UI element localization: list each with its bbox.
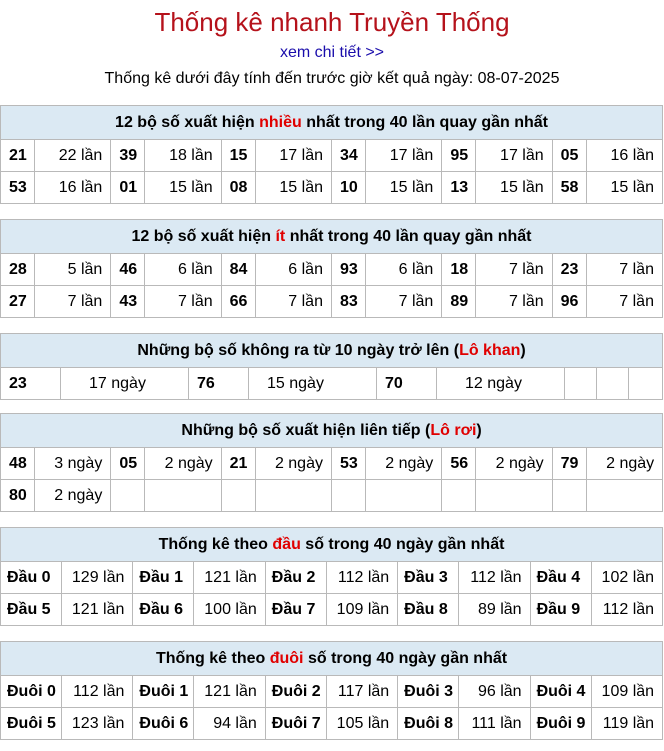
lo-khan-number: 76 xyxy=(189,368,249,400)
most-frequent-title: 12 bộ số xuất hiện nhiều nhất trong 40 lần quay gần nhất xyxy=(1,106,663,140)
lo-khan-table xyxy=(0,333,663,400)
lottery-number: 05 xyxy=(111,448,145,480)
occurrence-count: 15 lần xyxy=(145,172,221,204)
page-header xyxy=(0,0,664,90)
table-row xyxy=(1,448,663,480)
lo-khan-days: 17 ngày xyxy=(61,368,189,400)
lottery-number xyxy=(442,480,476,512)
lottery-number xyxy=(331,480,365,512)
occurrence-count: 15 lần xyxy=(255,172,331,204)
occurrence-count: 2 ngày xyxy=(145,448,221,480)
lottery-number xyxy=(221,480,255,512)
stat-label: Đuôi 9 xyxy=(530,708,591,740)
empty-cell xyxy=(629,368,663,400)
lottery-number: 58 xyxy=(552,172,586,204)
duoi-section xyxy=(0,641,662,740)
occurrence-count: 7 lần xyxy=(255,286,331,318)
occurrence-count: 109 lần xyxy=(326,594,397,626)
lottery-number: 56 xyxy=(442,448,476,480)
title-highlight: đuôi xyxy=(269,649,304,667)
occurrence-count: 2 ngày xyxy=(476,448,552,480)
lottery-number: 79 xyxy=(552,448,586,480)
lottery-number: 18 xyxy=(442,254,476,286)
stat-label: Đuôi 2 xyxy=(265,676,326,708)
table-row xyxy=(1,594,663,626)
lottery-number: 43 xyxy=(111,286,145,318)
occurrence-count: 111 lần xyxy=(459,708,530,740)
detail-link[interactable]: xem chi tiết >> xyxy=(279,44,385,61)
occurrence-count: 17 lần xyxy=(365,140,441,172)
lottery-number: 10 xyxy=(331,172,365,204)
lottery-number: 96 xyxy=(552,286,586,318)
stat-label: Đầu 3 xyxy=(398,562,459,594)
lottery-number: 23 xyxy=(552,254,586,286)
occurrence-count xyxy=(255,480,331,512)
lottery-number: 80 xyxy=(1,480,35,512)
empty-cell xyxy=(565,368,597,400)
occurrence-count: 112 lần xyxy=(459,562,530,594)
occurrence-count: 3 ngày xyxy=(35,448,111,480)
table-row xyxy=(1,708,663,740)
stat-label: Đầu 6 xyxy=(133,594,194,626)
table-row xyxy=(1,368,663,400)
lottery-number: 34 xyxy=(331,140,365,172)
lottery-number: 39 xyxy=(111,140,145,172)
occurrence-count: 15 lần xyxy=(476,172,552,204)
dau-title: Thống kê theo đầu số trong 40 ngày gần nhất xyxy=(1,528,663,562)
lottery-number: 15 xyxy=(221,140,255,172)
empty-cell xyxy=(597,368,629,400)
occurrence-count: 121 lần xyxy=(194,676,265,708)
table-row xyxy=(1,286,663,318)
occurrence-count: 112 lần xyxy=(591,594,662,626)
lottery-number: 01 xyxy=(111,172,145,204)
occurrence-count: 7 lần xyxy=(586,286,662,318)
occurrence-count: 2 ngày xyxy=(255,448,331,480)
lottery-number: 46 xyxy=(111,254,145,286)
occurrence-count: 5 lần xyxy=(35,254,111,286)
occurrence-count: 6 lần xyxy=(365,254,441,286)
occurrence-count: 2 ngày xyxy=(365,448,441,480)
occurrence-count xyxy=(476,480,552,512)
most-frequent-section xyxy=(0,105,662,204)
lo-roi-section xyxy=(0,413,662,512)
lottery-number: 89 xyxy=(442,286,476,318)
lo-khan-days: 15 ngày xyxy=(249,368,377,400)
occurrence-count: 105 lần xyxy=(326,708,397,740)
most-frequent-table xyxy=(0,105,663,204)
occurrence-count: 89 lần xyxy=(459,594,530,626)
occurrence-count: 18 lần xyxy=(145,140,221,172)
lottery-number: 48 xyxy=(1,448,35,480)
lo-khan-number: 70 xyxy=(377,368,437,400)
lottery-number: 13 xyxy=(442,172,476,204)
lottery-number xyxy=(111,480,145,512)
occurrence-count: 7 lần xyxy=(476,286,552,318)
occurrence-count: 7 lần xyxy=(145,286,221,318)
table-row xyxy=(1,140,663,172)
occurrence-count xyxy=(145,480,221,512)
lo-khan-days: 12 ngày xyxy=(437,368,565,400)
occurrence-count: 7 lần xyxy=(35,286,111,318)
occurrence-count: 15 lần xyxy=(365,172,441,204)
title-highlight: đầu xyxy=(272,535,301,553)
stat-label: Đầu 9 xyxy=(530,594,591,626)
lottery-number xyxy=(552,480,586,512)
occurrence-count: 2 ngày xyxy=(586,448,663,480)
occurrence-count: 109 lần xyxy=(591,676,662,708)
stat-label: Đuôi 7 xyxy=(265,708,326,740)
table-row xyxy=(1,254,663,286)
lottery-number: 05 xyxy=(552,140,586,172)
lottery-number: 95 xyxy=(442,140,476,172)
occurrence-count: 112 lần xyxy=(326,562,397,594)
lottery-number: 84 xyxy=(221,254,255,286)
table-row xyxy=(1,562,663,594)
lottery-number: 28 xyxy=(1,254,35,286)
stat-label: Đuôi 4 xyxy=(530,676,591,708)
title-highlight: Lô rơi xyxy=(430,421,477,439)
occurrence-count: 96 lần xyxy=(459,676,530,708)
stat-label: Đuôi 1 xyxy=(133,676,194,708)
least-frequent-table xyxy=(0,219,663,318)
lottery-number: 66 xyxy=(221,286,255,318)
lo-khan-number: 23 xyxy=(1,368,61,400)
lo-khan-section xyxy=(0,333,662,400)
duoi-title: Thống kê theo đuôi số trong 40 ngày gần nhất xyxy=(1,642,663,676)
table-row xyxy=(1,480,663,512)
occurrence-count: 17 lần xyxy=(476,140,552,172)
lo-khan-title: Những bộ số không ra từ 10 ngày trở lên (Lô khan) xyxy=(1,334,663,368)
occurrence-count: 129 lần xyxy=(62,562,133,594)
title-highlight: Lô khan xyxy=(459,341,521,359)
lo-roi-title: Những bộ số xuất hiện liên tiếp (Lô rơi) xyxy=(1,414,663,448)
occurrence-count: 6 lần xyxy=(255,254,331,286)
lottery-number: 21 xyxy=(1,140,35,172)
occurrence-count: 102 lần xyxy=(591,562,662,594)
occurrence-count: 7 lần xyxy=(586,254,662,286)
stat-label: Đuôi 3 xyxy=(398,676,459,708)
stat-label: Đầu 8 xyxy=(398,594,459,626)
occurrence-count: 22 lần xyxy=(35,140,111,172)
stat-label: Đầu 7 xyxy=(265,594,326,626)
page-title: Thống kê nhanh Truyền Thống xyxy=(154,7,510,37)
occurrence-count: 6 lần xyxy=(145,254,221,286)
dau-section xyxy=(0,527,662,626)
stat-label: Đuôi 8 xyxy=(398,708,459,740)
occurrence-count: 16 lần xyxy=(35,172,111,204)
duoi-table xyxy=(0,641,663,740)
lottery-number: 83 xyxy=(331,286,365,318)
title-highlight: nhiều xyxy=(259,113,302,131)
occurrence-count xyxy=(365,480,441,512)
occurrence-count: 16 lần xyxy=(586,140,662,172)
stat-label: Đuôi 5 xyxy=(1,708,62,740)
occurrence-count xyxy=(586,480,663,512)
occurrence-count: 94 lần xyxy=(194,708,265,740)
stat-label: Đuôi 0 xyxy=(1,676,62,708)
title-highlight: ít xyxy=(275,227,286,245)
occurrence-count: 100 lần xyxy=(194,594,265,626)
lottery-number: 93 xyxy=(331,254,365,286)
occurrence-count: 123 lần xyxy=(62,708,133,740)
occurrence-count: 7 lần xyxy=(476,254,552,286)
lottery-number: 08 xyxy=(221,172,255,204)
lottery-number: 27 xyxy=(1,286,35,318)
lottery-number: 53 xyxy=(331,448,365,480)
stat-label: Đầu 4 xyxy=(530,562,591,594)
occurrence-count: 117 lần xyxy=(326,676,397,708)
stat-label: Đầu 0 xyxy=(1,562,62,594)
table-row xyxy=(1,676,663,708)
occurrence-count: 119 lần xyxy=(591,708,662,740)
lo-roi-table xyxy=(0,413,663,512)
occurrence-count: 2 ngày xyxy=(35,480,111,512)
least-frequent-section xyxy=(0,219,662,318)
occurrence-count: 17 lần xyxy=(255,140,331,172)
stat-label: Đuôi 6 xyxy=(133,708,194,740)
lottery-number: 21 xyxy=(221,448,255,480)
least-frequent-title: 12 bộ số xuất hiện ít nhất trong 40 lần quay gần nhất xyxy=(1,220,663,254)
stat-label: Đầu 2 xyxy=(265,562,326,594)
occurrence-count: 15 lần xyxy=(586,172,662,204)
stat-label: Đầu 5 xyxy=(1,594,62,626)
occurrence-count: 112 lần xyxy=(62,676,133,708)
date-subtitle: Thống kê dưới đây tính đến trước giờ kết quả ngày: 08-07-2025 xyxy=(104,70,560,87)
stat-label: Đầu 1 xyxy=(133,562,194,594)
occurrence-count: 121 lần xyxy=(62,594,133,626)
dau-table xyxy=(0,527,663,626)
table-row xyxy=(1,172,663,204)
occurrence-count: 7 lần xyxy=(365,286,441,318)
occurrence-count: 121 lần xyxy=(194,562,265,594)
lottery-number: 53 xyxy=(1,172,35,204)
